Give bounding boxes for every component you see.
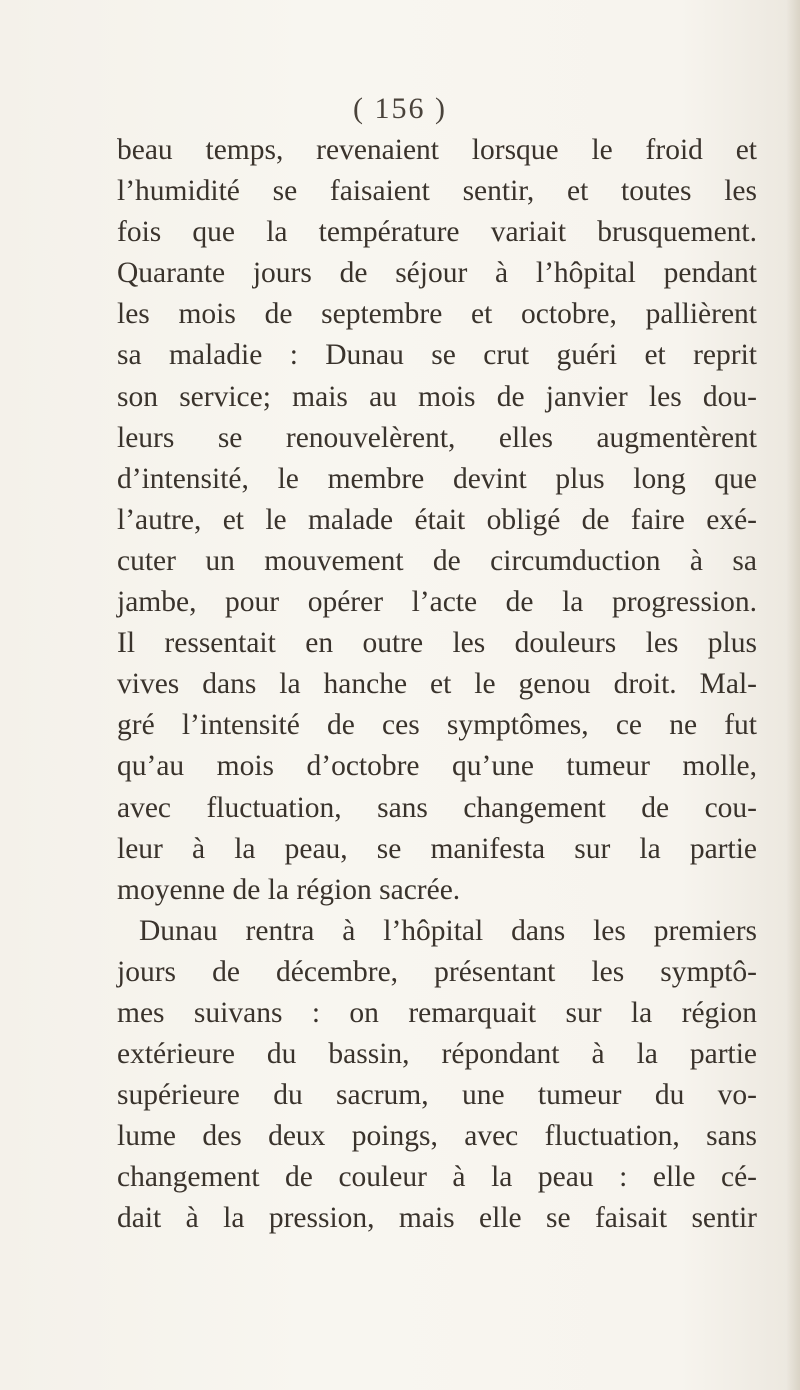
text-line: Quarante jours de séjour à l’hôpital pendant <box>117 257 757 290</box>
text-line: dait à la pression, mais elle se faisait sentir <box>117 1202 757 1235</box>
text-line: les mois de septembre et octobre, pallièrent <box>117 298 757 331</box>
text-line: leur à la peau, se manifesta sur la partie <box>117 832 757 865</box>
text-line: jours de décembre, présentant les symptô- <box>117 955 757 988</box>
text-line: sa maladie : Dunau se crut guéri et reprit <box>117 339 757 372</box>
text-line: changement de couleur à la peau : elle cé- <box>117 1161 757 1194</box>
text-line: avec fluctuation, sans changement de cou- <box>117 791 757 824</box>
page-edge-shadow <box>786 0 800 1390</box>
text-line: jambe, pour opérer l’acte de la progression. <box>117 586 757 619</box>
page-number: ( 156 ) <box>353 92 447 125</box>
text-line: son service; mais au mois de janvier les dou- <box>117 380 757 413</box>
text-line: supérieure du sacrum, une tumeur du vo- <box>117 1079 757 1112</box>
text-line: extérieure du bassin, répondant à la partie <box>117 1038 757 1071</box>
text-line: Dunau rentra à l’hôpital dans les premiers <box>139 914 757 947</box>
text-line: cuter un mouvement de circumduction à sa <box>117 544 757 577</box>
text-line: leurs se renouvelèrent, elles augmentèrent <box>117 421 757 454</box>
text-line: beau temps, revenaient lorsque le froid et <box>117 134 757 166</box>
text-line: d’intensité, le membre devint plus long que <box>117 462 757 495</box>
text-line: moyenne de la région sacrée. <box>117 873 461 906</box>
text-line: Il ressentait en outre les douleurs les plus <box>117 627 757 660</box>
text-line: mes suivans : on remarquait sur la région <box>117 996 757 1029</box>
text-line: qu’au mois d’octobre qu’une tumeur molle, <box>117 750 757 783</box>
text-line: l’autre, et le malade était obligé de faire exé- <box>117 503 757 536</box>
text-line: lume des deux poings, avec fluctuation, sans <box>117 1120 757 1153</box>
text-line: gré l’intensité de ces symptômes, ce ne fut <box>117 709 757 742</box>
text-line: vives dans la hanche et le genou droit. Mal- <box>117 668 757 701</box>
text-line: l’humidité se faisaient sentir, et toutes les <box>117 175 757 208</box>
body-text <box>117 130 757 1240</box>
text-line: fois que la température variait brusquement. <box>117 216 757 249</box>
